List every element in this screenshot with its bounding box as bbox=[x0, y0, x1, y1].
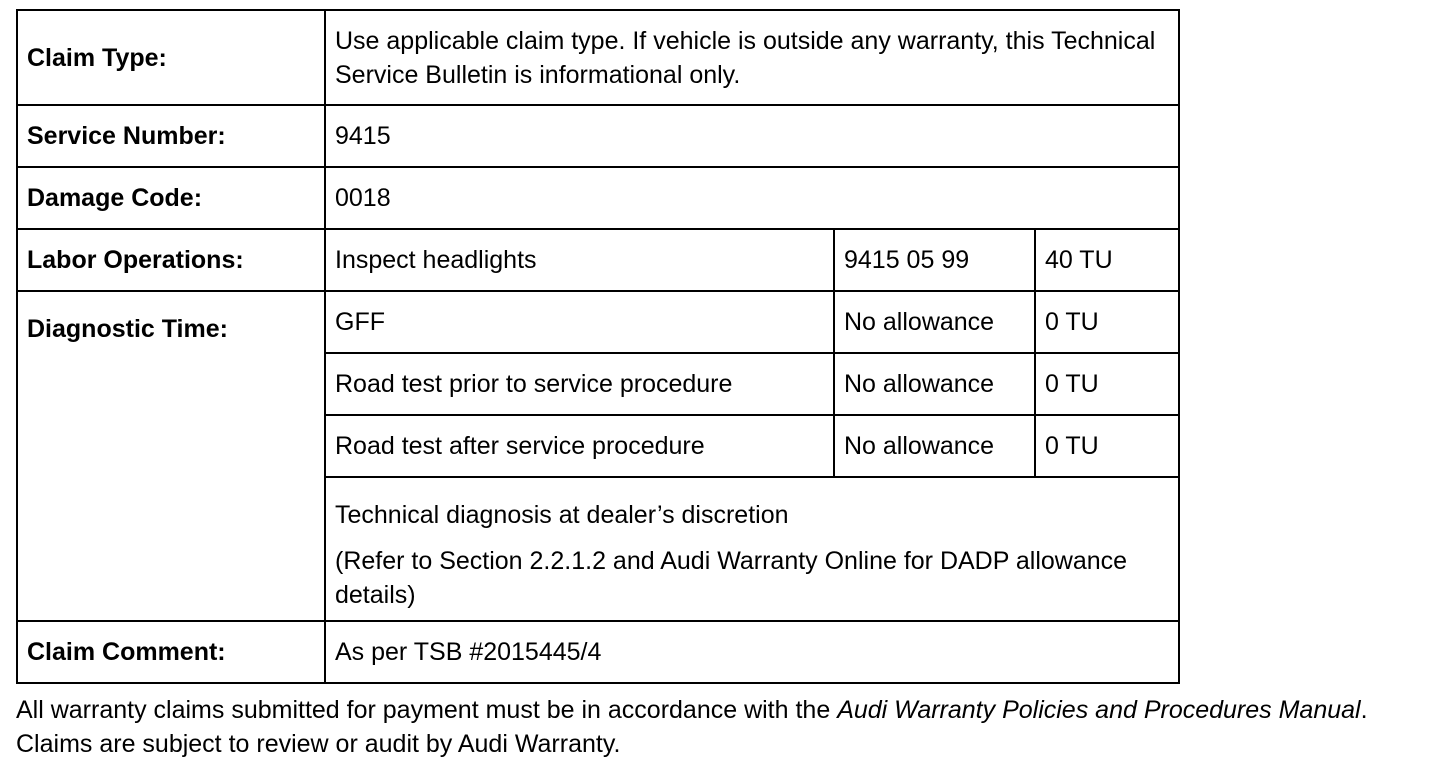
claim-table bbox=[16, 9, 1180, 684]
footer-text-before: All warranty claims submitted for payment must be in accordance with the bbox=[16, 696, 838, 724]
claim-comment-label: Claim Comment: bbox=[17, 621, 325, 683]
labor-operations-row bbox=[17, 229, 1179, 291]
diagnostic-row bbox=[17, 291, 1179, 353]
claim-type-label: Claim Type: bbox=[17, 10, 325, 105]
diagnostic-note-line-2: (Refer to Section 2.2.1.2 and Audi Warranty Online for DADP allowance details) bbox=[335, 547, 1128, 609]
damage-code-row bbox=[17, 167, 1179, 229]
claim-type-row bbox=[17, 10, 1179, 105]
damage-code-value: 0018 bbox=[325, 167, 1179, 229]
diagnostic-time-value: 0 TU bbox=[1035, 353, 1179, 415]
diagnostic-description: GFF bbox=[325, 291, 834, 353]
footer-manual-title: Audi Warranty Policies and Procedures Manual bbox=[837, 696, 1361, 724]
claim-type-value: Use applicable claim type. If vehicle is outside any warranty, this Technical Service Bulletin is informational only. bbox=[325, 10, 1179, 105]
claim-comment-value: As per TSB #2015445/4 bbox=[325, 621, 1179, 683]
diagnostic-time-value: 0 TU bbox=[1035, 291, 1179, 353]
diagnostic-allowance: No allowance bbox=[834, 291, 1035, 353]
labor-operations-code: 9415 05 99 bbox=[834, 229, 1035, 291]
service-number-row bbox=[17, 105, 1179, 167]
diagnostic-note-line-1: Technical diagnosis at dealer’s discretion bbox=[335, 501, 789, 529]
footer-text-after: . Claims are subject to review or audit by Audi Warranty. bbox=[16, 696, 1368, 758]
damage-code-label: Damage Code: bbox=[17, 167, 325, 229]
labor-operations-time: 40 TU bbox=[1035, 229, 1179, 291]
diagnostic-description: Road test after service procedure bbox=[325, 415, 834, 477]
labor-operations-description: Inspect headlights bbox=[325, 229, 834, 291]
diagnostic-description: Road test prior to service procedure bbox=[325, 353, 834, 415]
service-number-value: 9415 bbox=[325, 105, 1179, 167]
diagnostic-allowance: No allowance bbox=[834, 353, 1035, 415]
warranty-footer-note bbox=[16, 693, 1436, 761]
diagnostic-note bbox=[325, 477, 1179, 621]
labor-operations-label: Labor Operations: bbox=[17, 229, 325, 291]
claim-comment-row bbox=[17, 621, 1179, 683]
diagnostic-allowance: No allowance bbox=[834, 415, 1035, 477]
diagnostic-time-value: 0 TU bbox=[1035, 415, 1179, 477]
service-number-label: Service Number: bbox=[17, 105, 325, 167]
diagnostic-time-label: Diagnostic Time: bbox=[17, 291, 325, 621]
